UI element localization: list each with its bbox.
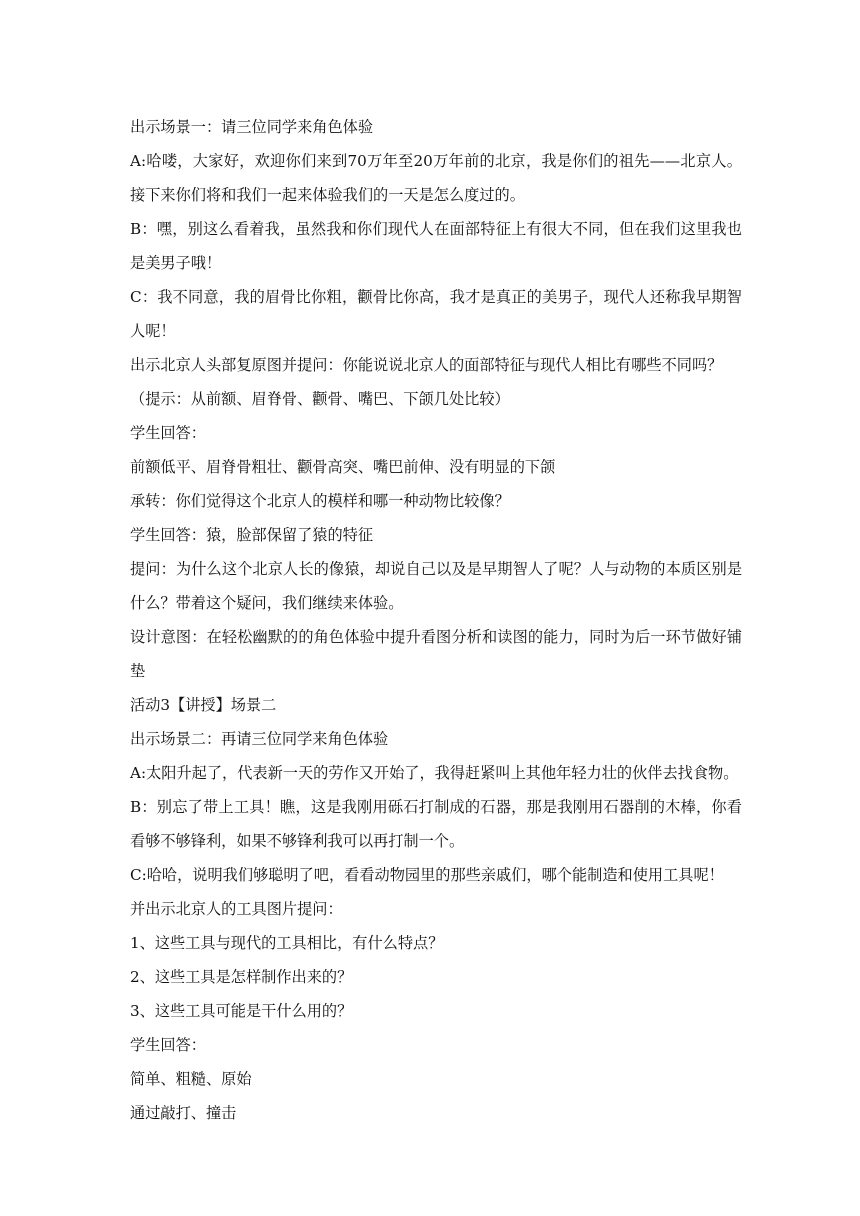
paragraph-student-answer-label-2: 学生回答：	[130, 1036, 206, 1054]
paragraph-scene-two-intro: 出示场景二：再请三位同学来角色体验	[130, 730, 389, 748]
paragraph-tools-question-1: 1、这些工具与现代的工具相比，有什么特点？	[130, 934, 444, 952]
paragraph-question-facial-features: 出示北京人头部复原图并提问：你能说说北京人的面部特征与现代人相比有哪些不同吗？	[130, 356, 723, 374]
paragraph-scene-two-role-c: C:哈哈，说明我们够聪明了吧，看看动物园里的那些亲戚们，哪个能制造和使用工具呢！	[130, 866, 724, 884]
paragraph-transition-question: 承转：你们觉得这个北京人的模样和哪一种动物比较像？	[130, 492, 510, 510]
paragraph-scene-one-intro: 出示场景一：请三位同学来角色体验	[130, 118, 373, 136]
paragraph-scene-two-role-a: A:太阳升起了，代表新一天的劳作又开始了，我得赶紧叫上其他年轻力壮的伙伴去找食物。	[130, 764, 739, 782]
paragraph-tools-question-2: 2、这些工具是怎样制作出来的？	[130, 968, 353, 986]
paragraph-scene-two-role-b: B：别忘了带上工具！瞧，这是我刚用砾石打制成的石器，那是我刚用石器削的木棒，你看看够不够锋利，如果不够锋利我可以再打制一个。	[130, 798, 742, 850]
document-body	[130, 110, 742, 1130]
paragraph-activity-heading: 活动3【讲授】场景二	[130, 696, 277, 714]
paragraph-design-intent: 设计意图：在轻松幽默的的角色体验中提升看图分析和读图的能力，同时为后一环节做好铺垫	[130, 628, 742, 680]
paragraph-role-c-reply: C：我不同意，我的眉骨比你粗，颧骨比你高，我才是真正的美男子，现代人还称我早期智人呢！	[130, 288, 742, 340]
paragraph-tools-question-intro: 并出示北京人的工具图片提问：	[130, 900, 343, 918]
paragraph-role-a-greeting: A:哈喽，大家好，欢迎你们来到70万年至20万年前的北京，我是你们的祖先——北京人。接下来你们将和我们一起来体验我们的一天是怎么度过的。	[130, 152, 742, 204]
paragraph-answer-features: 前额低平、眉脊骨粗壮、颧骨高突、嘴巴前伸、没有明显的下颌	[130, 458, 556, 476]
paragraph-answer-method: 通过敲打、撞击	[130, 1104, 237, 1122]
paragraph-student-answer-label: 学生回答：	[130, 424, 206, 442]
paragraph-question-essence: 提问：为什么这个北京人长的像猿，却说自己以及是早期智人了呢？人与动物的本质区别是什么？带着这个疑问，我们继续来体验。	[130, 560, 742, 612]
paragraph-hint: （提示：从前额、眉脊骨、颧骨、嘴巴、下颌几处比较）	[130, 390, 510, 408]
paragraph-answer-ape: 学生回答：猿，脸部保留了猿的特征	[130, 526, 373, 544]
paragraph-tools-question-3: 3、这些工具可能是干什么用的？	[130, 1002, 353, 1020]
paragraph-role-b-reply: B：嘿，别这么看着我，虽然我和你们现代人在面部特征上有很大不同，但在我们这里我也是美男子哦！	[130, 220, 742, 272]
paragraph-answer-simple: 简单、粗糙、原始	[130, 1070, 252, 1088]
